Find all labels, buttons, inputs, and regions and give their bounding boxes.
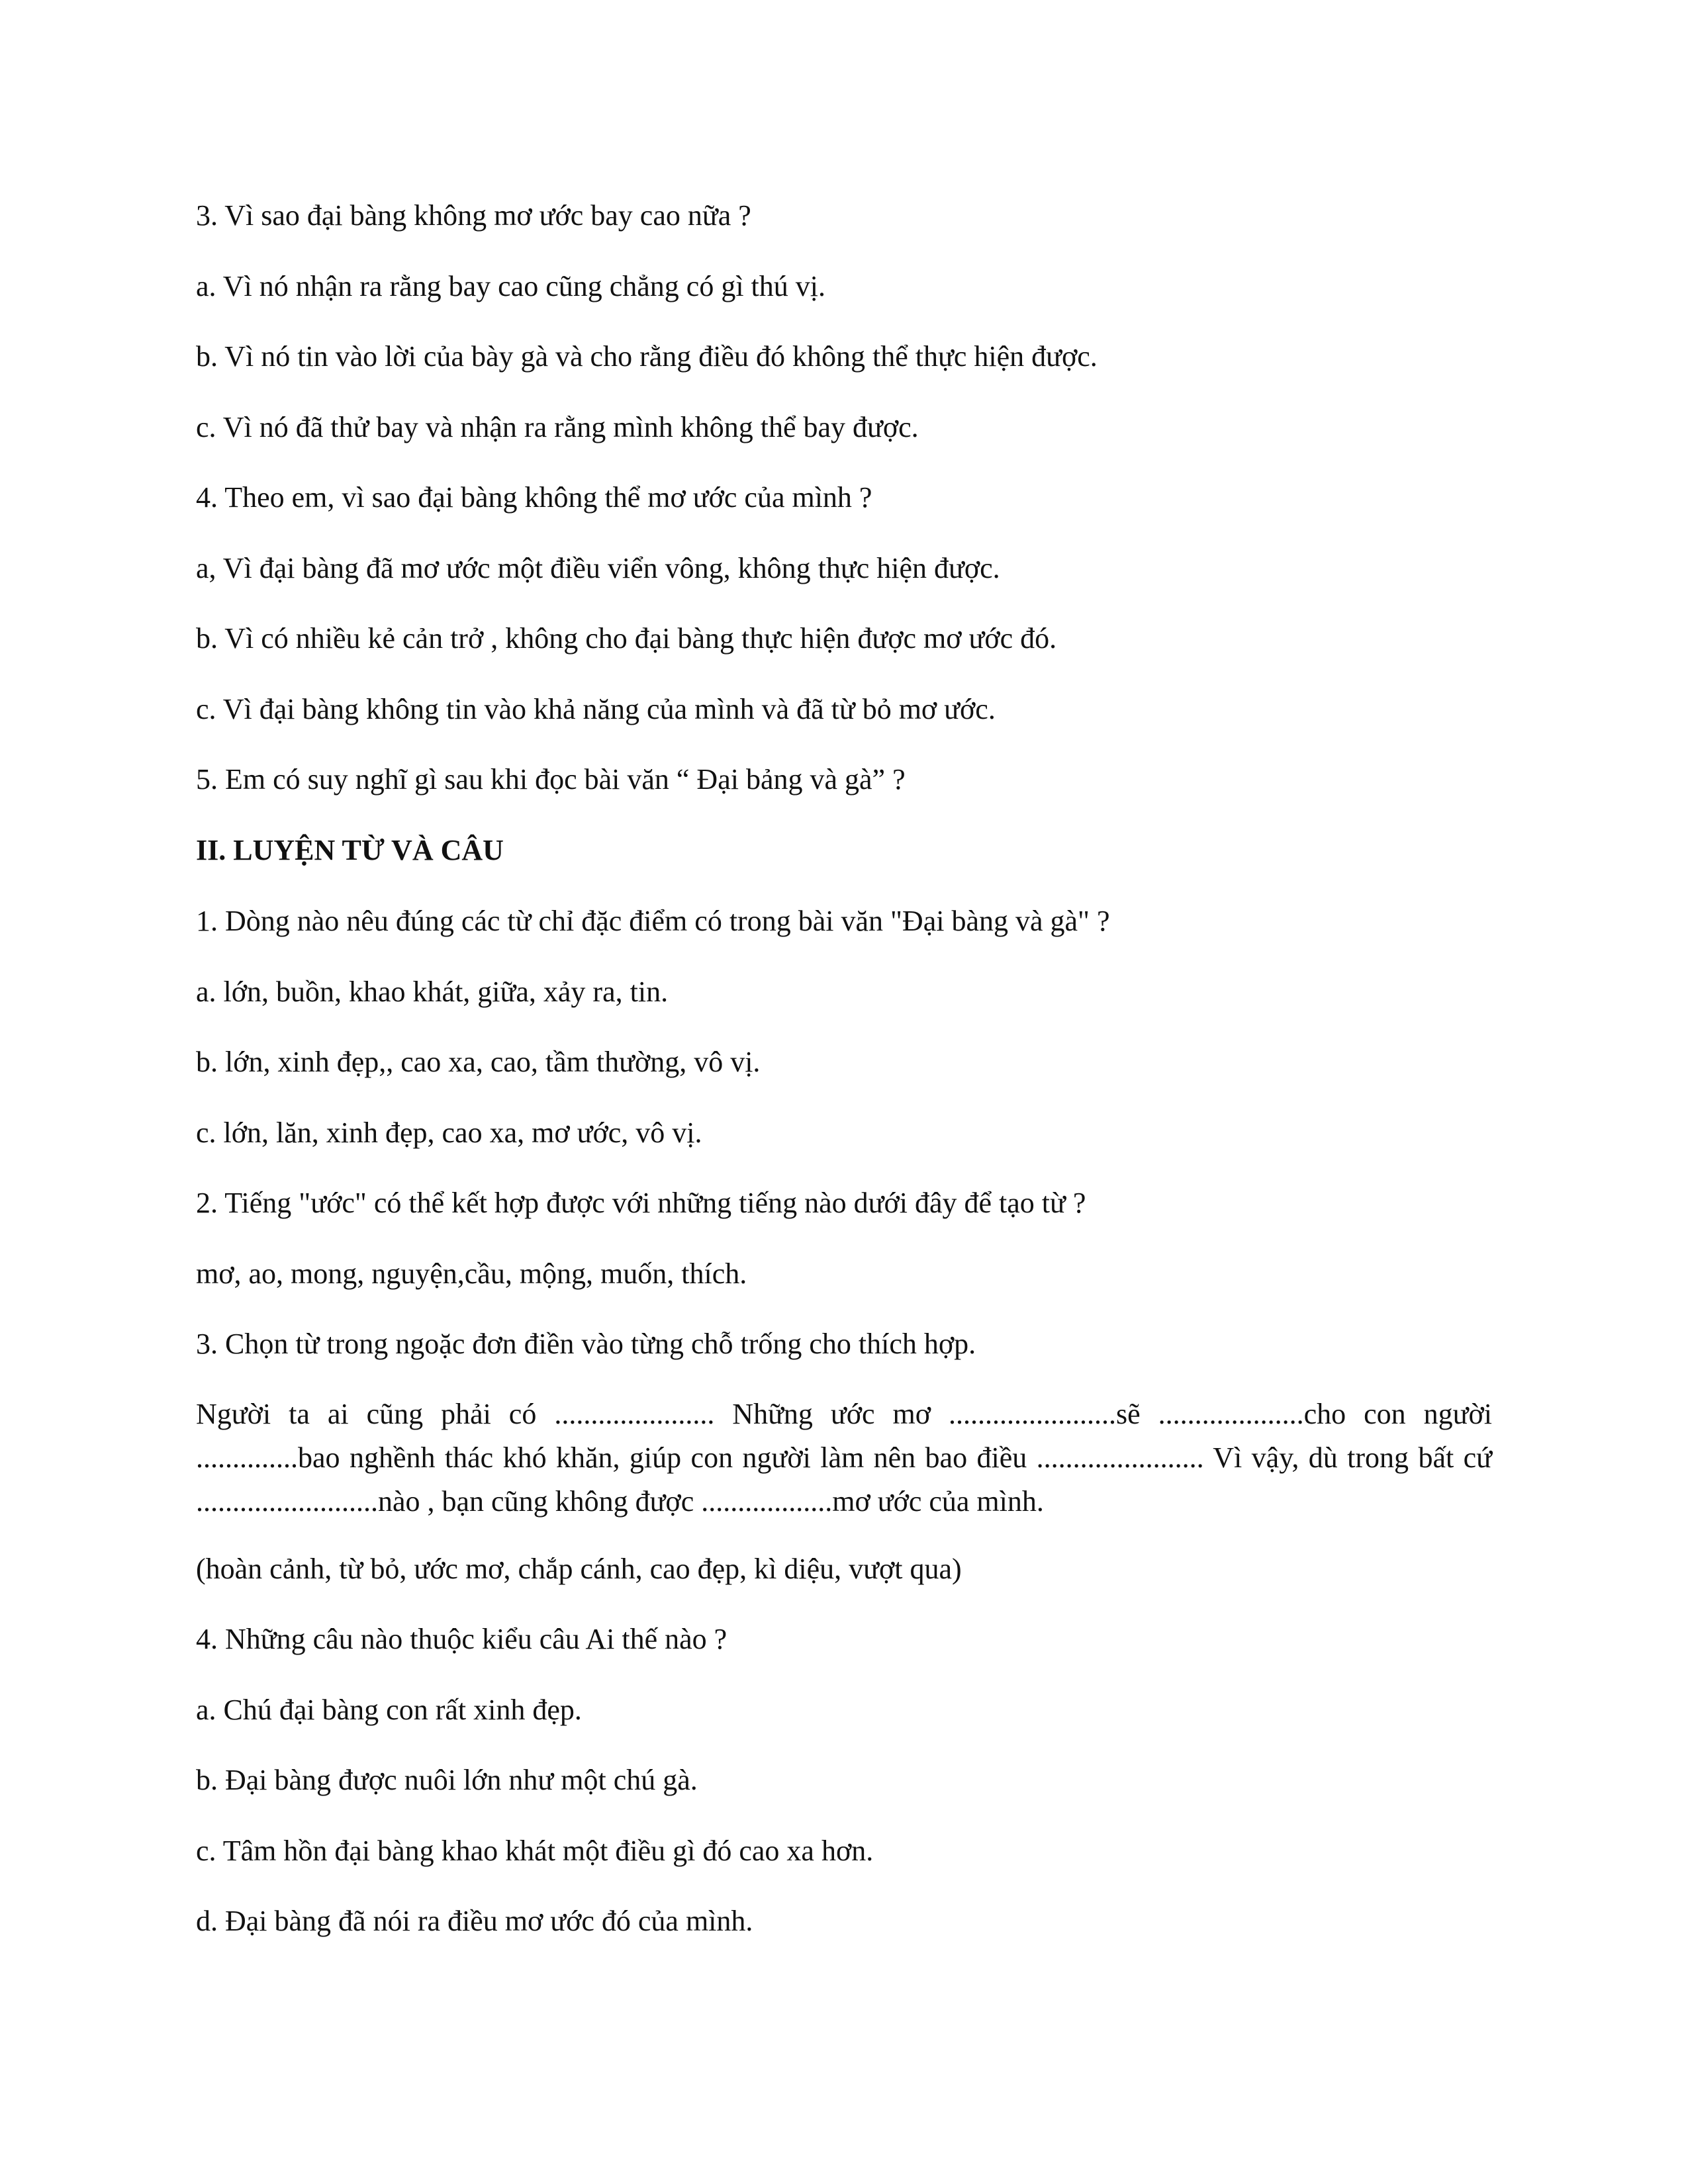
s2-q4-option-c: c. Tâm hồn đại bàng khao khát một điều gì đó cao xa hơn. xyxy=(196,1835,874,1867)
s2-q4-option-a: a. Chú đại bàng con rất xinh đẹp. xyxy=(196,1694,582,1726)
q3-option-b: b. Vì nó tin vào lời của bày gà và cho rằng điều đó không thể thực hiện được. xyxy=(196,340,1098,373)
question-3: 3. Vì sao đại bàng không mơ ước bay cao nữa ? xyxy=(196,199,751,232)
q3-option-a: a. Vì nó nhận ra rằng bay cao cũng chẳng có gì thú vị. xyxy=(196,270,826,302)
section-heading: II. LUYỆN TỪ VÀ CÂU xyxy=(196,834,504,866)
q4-option-b: b. Vì có nhiều kẻ cản trở , không cho đại bàng thực hiện được mơ ước đó. xyxy=(196,622,1057,655)
s2-q3-word-choices: (hoàn cảnh, từ bỏ, ước mơ, chắp cánh, cao đẹp, kì diệu, vượt qua) xyxy=(196,1553,962,1585)
s2-q1-option-b: b. lớn, xinh đẹp,, cao xa, cao, tầm thường, vô vị. xyxy=(196,1046,761,1078)
q4-option-a: a, Vì đại bàng đã mơ ước một điều viển vông, không thực hiện được. xyxy=(196,552,1000,584)
s2-question-4: 4. Những câu nào thuộc kiểu câu Ai thế nào ? xyxy=(196,1623,727,1655)
question-4: 4. Theo em, vì sao đại bàng không thể mơ ước của mình ? xyxy=(196,481,872,514)
s2-question-3: 3. Chọn từ trong ngoặc đơn điền vào từng chỗ trống cho thích hợp. xyxy=(196,1328,976,1360)
question-5: 5. Em có suy nghĩ gì sau khi đọc bài văn “ Đại bảng và gà” ? xyxy=(196,763,906,796)
s2-question-1: 1. Dòng nào nêu đúng các từ chỉ đặc điểm có trong bài văn "Đại bàng và gà" ? xyxy=(196,905,1110,937)
q4-option-c: c. Vì đại bàng không tin vào khả năng của mình và đã từ bỏ mơ ước. xyxy=(196,693,996,725)
s2-q3-fill-paragraph: Người ta ai cũng phải có ...................... Những ước mơ .......................sẽ ....................cho con người ..............bao nghềnh thác khó khăn, giúp con người làm nên bao điều ....................... Vì vậy, dù trong bất cứ .........................nào , bạn cũng không được ..................mơ ước của mình. xyxy=(196,1398,1492,1518)
s2-question-2: 2. Tiếng "ước" có thể kết hợp được với những tiếng nào dưới đây để tạo từ ? xyxy=(196,1187,1086,1219)
s2-q1-option-a: a. lớn, buồn, khao khát, giữa, xảy ra, tin. xyxy=(196,976,669,1008)
s2-q2-words: mơ, ao, mong, nguyện,cầu, mộng, muốn, thích. xyxy=(196,1257,747,1290)
q3-option-c: c. Vì nó đã thử bay và nhận ra rằng mình không thể bay được. xyxy=(196,411,919,443)
s2-q4-option-b: b. Đại bàng được nuôi lớn như một chú gà. xyxy=(196,1764,698,1796)
s2-q4-option-d: d. Đại bàng đã nói ra điều mơ ước đó của mình. xyxy=(196,1905,753,1937)
s2-q1-option-c: c. lớn, lăn, xinh đẹp, cao xa, mơ ước, vô vị. xyxy=(196,1116,702,1149)
